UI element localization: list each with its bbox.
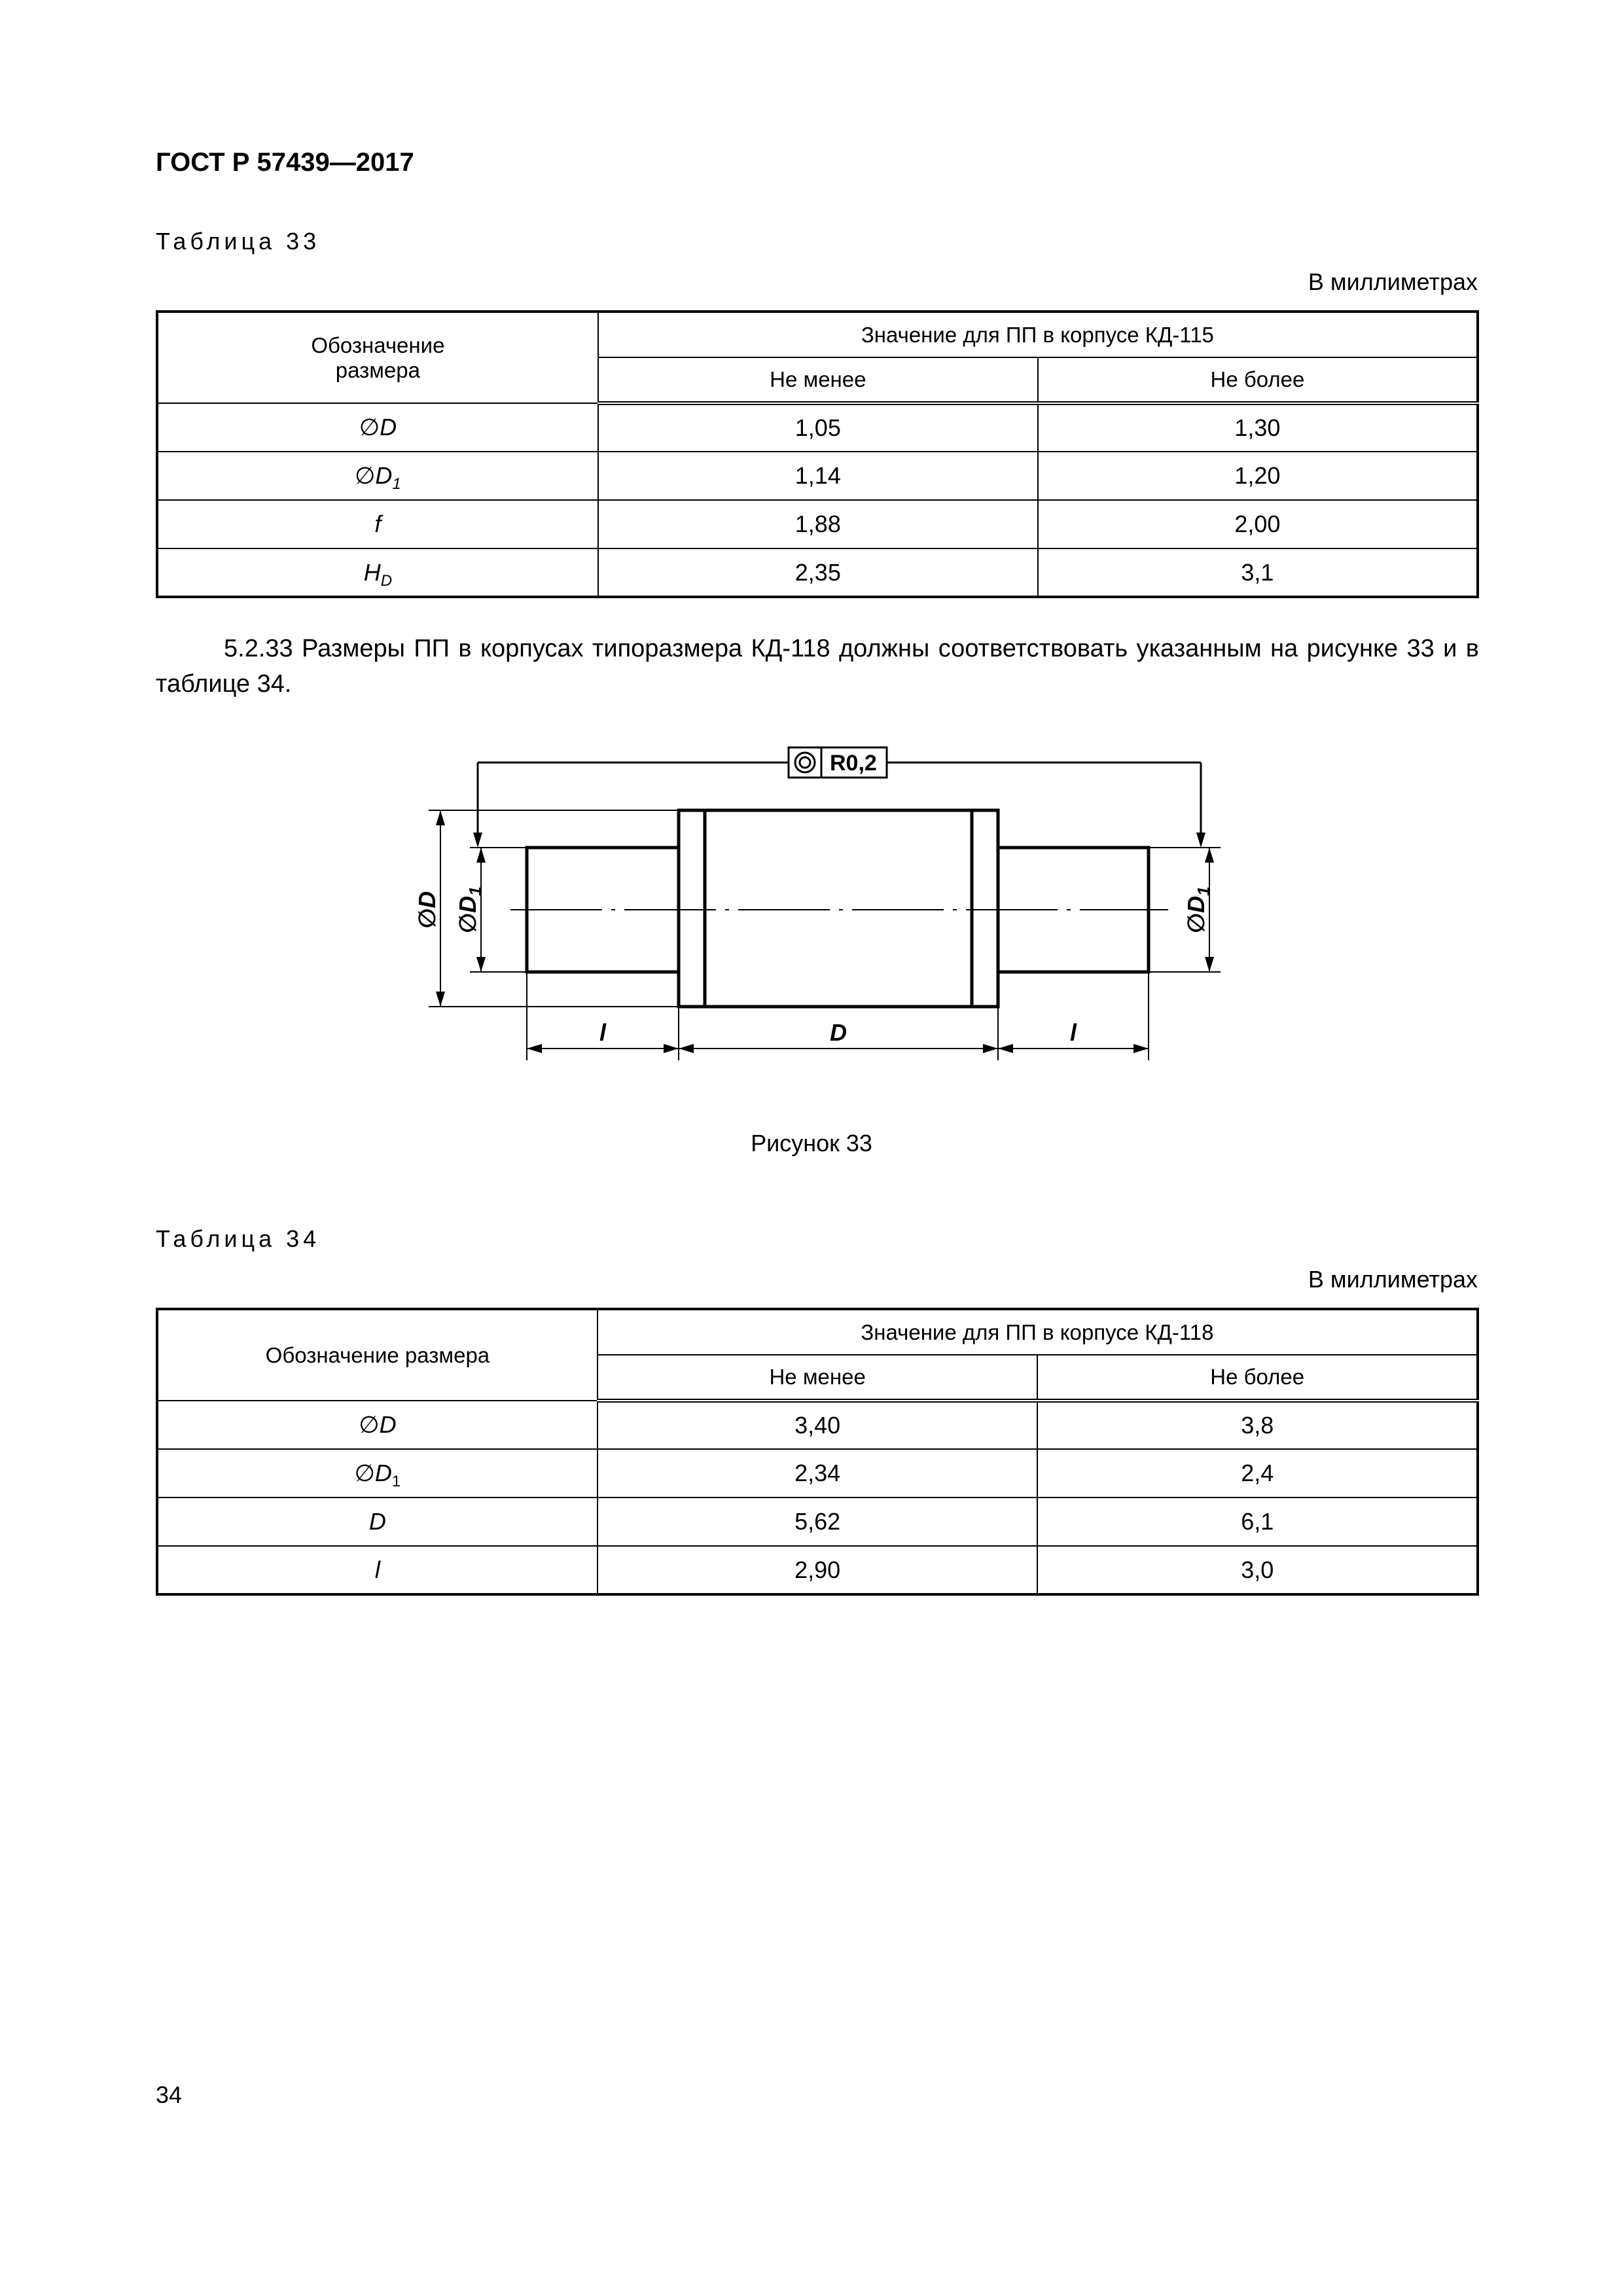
table-33-units: В миллиметрах — [1308, 268, 1478, 295]
arrow-bottom-1-left — [527, 1044, 542, 1053]
center-body — [679, 810, 998, 1007]
arrow-bottom-3-right — [1133, 1044, 1149, 1053]
arrow-inner-top — [476, 848, 486, 863]
dim-label-lead-left: l — [599, 1019, 607, 1046]
table-34-max-value: 3,0 — [1037, 1546, 1478, 1594]
arrow-tolerance-left — [473, 833, 482, 848]
table-34-header-designation: Обозначение размера — [157, 1309, 597, 1401]
tolerance-value: R0,2 — [830, 751, 877, 776]
table-34-symbol: D — [157, 1498, 597, 1546]
table-34-units: В миллиметрах — [1308, 1266, 1478, 1293]
table-33-max-value: 2,00 — [1038, 500, 1478, 548]
table-33-max-value: 1,30 — [1038, 403, 1478, 452]
table-34-symbol: l — [157, 1546, 597, 1594]
table-34-header-value: Значение для ПП в корпусе КД-118 — [597, 1309, 1478, 1355]
table-34-min-value: 2,34 — [597, 1449, 1038, 1498]
dim-label-lead-right: l — [1069, 1019, 1077, 1046]
table-row — [157, 548, 1478, 597]
table-33-symbol: ∅D — [157, 403, 598, 452]
arrow-outer-bottom — [436, 992, 445, 1007]
table-34-max-value: 6,1 — [1037, 1498, 1478, 1546]
arrow-tolerance-right — [1196, 833, 1205, 848]
table-33-symbol: $H_D$ — [157, 548, 598, 597]
table-34-header-min: Не менее — [597, 1355, 1038, 1401]
table-33-min-value: 2,35 — [598, 548, 1038, 597]
figure-33-drawing — [399, 733, 1250, 1100]
paragraph-5-2-33: 5.2.33 Размеры ПП в корпусах типоразмера КД-118 должны соответствовать указанным на рисунке 33 и в таблице 34. — [156, 635, 1479, 698]
arrow-right-top — [1205, 848, 1214, 863]
table-34-header-max: Не более — [1037, 1355, 1478, 1401]
page-number: 34 — [156, 2081, 183, 2108]
figure-33-caption: Рисунок 33 — [751, 1130, 872, 1157]
table-row — [157, 1546, 1478, 1594]
arrow-bottom-3-left — [998, 1044, 1013, 1053]
arrow-outer-top — [436, 810, 445, 825]
table-33-header-value: Значение для ПП в корпусе КД-115 — [598, 312, 1478, 357]
arrow-bottom-2-right — [983, 1044, 998, 1053]
table-34-caption: Таблица 34 — [156, 1225, 321, 1252]
table-34 — [156, 1308, 1479, 1596]
dim-label-outer-diameter: ∅D — [414, 891, 440, 929]
table-34-min-value: 2,90 — [597, 1546, 1038, 1594]
table-33-caption: Таблица 33 — [156, 228, 321, 255]
table-33-header-min: Не менее — [598, 357, 1038, 403]
concentricity-icon — [795, 753, 815, 772]
table-33-header-designation: Обозначение размера — [157, 312, 598, 403]
table-33-max-value: 1,20 — [1038, 452, 1478, 500]
arrow-inner-bottom — [476, 957, 486, 972]
table-33-min-value: 1,88 — [598, 500, 1038, 548]
table-row — [157, 500, 1478, 548]
table-34-max-value: 3,8 — [1037, 1401, 1478, 1449]
table-33-symbol: f — [157, 500, 598, 548]
table-34-min-value: 5,62 — [597, 1498, 1038, 1546]
arrow-right-bottom — [1205, 957, 1214, 972]
table-33-symbol: $\emptyset D_1$ — [157, 452, 598, 500]
table-row — [157, 1449, 1478, 1498]
table-row — [157, 1498, 1478, 1546]
table-33-min-value: 1,05 — [598, 403, 1038, 452]
table-row — [157, 1401, 1478, 1449]
table-34-min-value: 3,40 — [597, 1401, 1038, 1449]
document-title: ГОСТ Р 57439—2017 — [156, 148, 414, 177]
arrow-bottom-1-right — [664, 1044, 679, 1053]
concentricity-icon-inner — [800, 757, 810, 768]
table-33-max-value: 3,1 — [1038, 548, 1478, 597]
table-33 — [156, 310, 1479, 598]
dim-label-body-length: D — [830, 1019, 847, 1046]
table-34-max-value: 2,4 — [1037, 1449, 1478, 1498]
table-34-symbol: $\emptyset D_1$ — [157, 1449, 597, 1498]
table-33-header-max: Не более — [1038, 357, 1478, 403]
table-row — [157, 452, 1478, 500]
table-row — [157, 403, 1478, 452]
dim-label-inner-diameter: $\emptyset D_1$ — [454, 886, 485, 933]
dim-label-right-diameter: $\emptyset D_1$ — [1183, 886, 1213, 933]
arrow-bottom-2-left — [679, 1044, 694, 1053]
table-33-min-value: 1,14 — [598, 452, 1038, 500]
table-34-symbol: ∅D — [157, 1401, 597, 1449]
